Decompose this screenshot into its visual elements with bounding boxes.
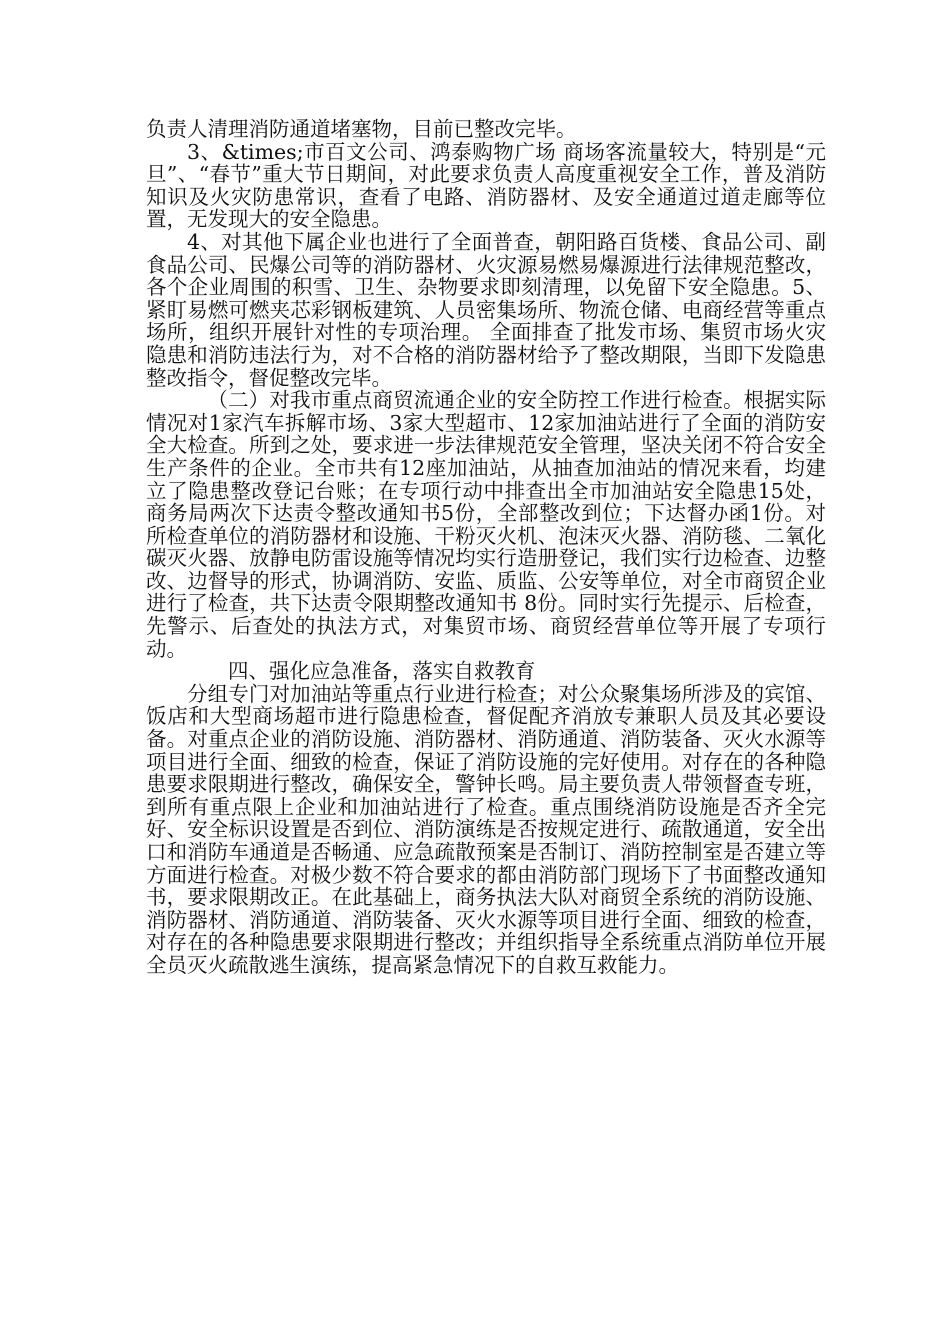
document-body xyxy=(146,118,826,977)
section-heading-four: 四、强化应急准备，落实自救教育 xyxy=(228,659,536,684)
paragraph-section-two: （二）对我市重点商贸流通企业的安全防控工作进行检查。根据实际情况对1家汽车拆解市场、3家大型超市、12家加油站进行了全面的消防安全大检查。所到之处，要求进一步法律规范安全管理，坚决关闭不符合安全生产条件的企业。全市共有12座加油站，从抽查加油站的情况来看，均建立了隐患整改登记台账；在专项行动中排查出全市加油站安全隐患15处，商务局两次下达责令整改通知书5份，全部整改到位；下达督办函1份。对所检查单位的消防器材和设施、干粉灭火机、泡沫灭火器、消防毯、二氧化碳灭火器、放静电防雷设施等情况均实行造册登记，我们实行边检查、边整改、边督导的形式，协调消防、安监、质监、公安等单位，对全市商贸企业进行了检查，共下达责令限期整改通知书 8份。同时实行先提示、后检查，先警示、后查处的执法方式，对集贸市场、商贸经营单位等开展了专项行动。 xyxy=(146,388,826,661)
paragraph-item-4-5: 4、对其他下属企业也进行了全面普查，朝阳路百货楼、食品公司、副食品公司、民爆公司等的消防器材、火灾源易燃易爆源进行法律规范整改，各个企业周围的积雪、卫生、杂物要求即刻清理，以免留下安全隐患。5、紧盯易燃可燃夹芯彩钢板建筑、人员密集场所、物流仓储、电商经营等重点场所，组织开展针对性的专项治理。 全面排查了批发市场、集贸市场火灾隐患和消防违法行为，对不合格的消防器材给予了整改期限，当即下发隐患整改指令，督促整改完毕。 xyxy=(146,229,826,390)
paragraph-item-3: 3、&times;市百文公司、鸿泰购物广场 商场客流量较大，特别是“元旦”、“春节”重大节日期间，对此要求负责人高度重视安全工作，普及消防知识及火灾防患常识，查看了电路、消防器材、及安全通道过道走廊等位置，无发现大的安全隐患。 xyxy=(146,139,826,232)
paragraph-section-four-body: 分组专门对加油站等重点行业进行检查；对公众聚集场所涉及的宾馆、饭店和大型商场超市进行隐患检查，督促配齐消放专兼职人员及其必要设备。对重点企业的消防设施、消防器材、消防通道、消防装备、灭火水源等项目进行全面、细致的检查，保证了消防设施的完好使用。对存在的各种隐患要求限期进行整改，确保安全，警钟长鸣。局主要负责人带领督查专班，到所有重点限上企业和加油站进行了检查。重点围绕消防设施是否齐全完好、安全标识设置是否到位、消防演练是否按规定进行、疏散通道，安全出口和消防车通道是否畅通、应急疏散预案是否制订、消防控制室是否建立等方面进行检查。对极少数不符合要求的都由消防部门现场下了书面整改通知书，要求限期改正。在此基础上，商务执法大队对商贸全系统的消防设施、消防器材、消防通道、消防装备、灭火水源等项目进行全面、细致的检查，对存在的各种隐患要求限期进行整改；并组织指导全系统重点消防单位开展全员灭火疏散逃生演练，提高紧急情况下的自救互救能力。 xyxy=(146,681,826,977)
paragraph-continuation: 负责人清理消防通道堵塞物，目前已整改完毕。 xyxy=(146,117,577,141)
